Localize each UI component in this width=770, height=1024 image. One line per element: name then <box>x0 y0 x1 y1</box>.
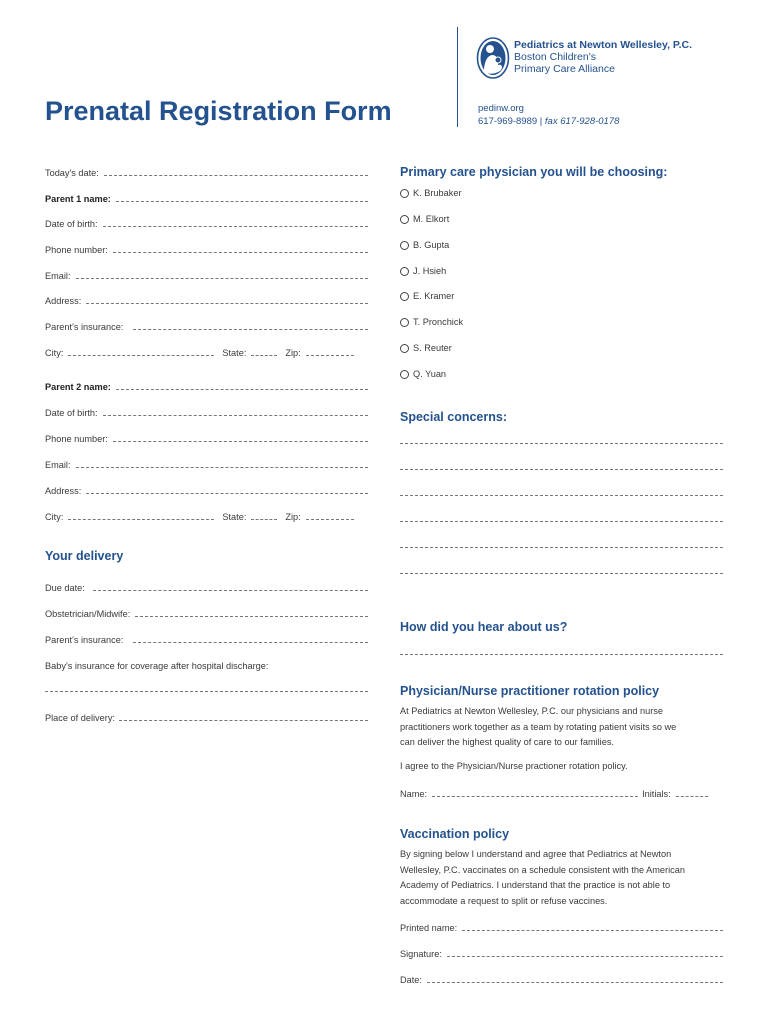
due-date-field[interactable]: Due date: <box>45 580 368 593</box>
special-concerns-line[interactable] <box>400 443 723 444</box>
parent2-dob-field[interactable]: Date of birth: <box>45 405 368 418</box>
physician-option[interactable]: M. Elkort <box>400 214 449 224</box>
logo-name: Pediatrics at Newton Wellesley, P.C. <box>514 39 692 51</box>
parent1-address-field[interactable]: Address: <box>45 293 368 306</box>
fax: fax 617-928-0178 <box>544 116 620 127</box>
phone: 617-969-8989 | <box>478 116 543 127</box>
physician-option[interactable]: T. Pronchick <box>400 317 463 327</box>
state-label: State: <box>222 348 247 358</box>
parent1-phone-field[interactable]: Phone number: <box>45 242 368 255</box>
contact-info <box>478 102 619 128</box>
babys-insurance-line[interactable] <box>45 691 368 692</box>
physician-option[interactable]: J. Hsieh <box>400 266 446 276</box>
physician-option[interactable]: E. Kramer <box>400 291 454 301</box>
parent1-dob-field[interactable]: Date of birth: <box>45 216 368 229</box>
special-concerns-line[interactable] <box>400 521 723 522</box>
name-label: Name: <box>400 789 428 799</box>
place-of-delivery-field[interactable]: Place of delivery: <box>45 710 368 723</box>
parent2-name-field[interactable]: Parent 2 name: <box>45 379 368 392</box>
radio-icon[interactable] <box>400 267 409 276</box>
logo-subtitle-1: Boston Children's <box>514 51 596 63</box>
radio-icon[interactable] <box>400 370 409 379</box>
babys-insurance-label: Baby's insurance for coverage after hospital discharge: <box>45 661 269 671</box>
city-label: City: <box>45 512 64 522</box>
radio-icon[interactable] <box>400 344 409 353</box>
physician-option[interactable]: S. Reuter <box>400 343 452 353</box>
vaccination-policy-heading: Vaccination policy <box>400 827 510 841</box>
state-label: State: <box>222 512 247 522</box>
page-title: Prenatal Registration Form <box>45 96 392 126</box>
parent2-email-field[interactable]: Email: <box>45 457 368 470</box>
vaccination-policy-text: By signing below I understand and agree that Pediatrics at Newton Wellesley, P.C. vaccinates on a schedule consistent with the American Academy of Pediatrics. I understand that the practice is not able to accommodate a request to split or refuse vaccines. <box>400 849 685 906</box>
radio-icon[interactable] <box>400 241 409 250</box>
hear-about-heading: How did you hear about us? <box>400 620 568 634</box>
physician-option[interactable]: B. Gupta <box>400 240 449 250</box>
special-concerns-line[interactable] <box>400 495 723 496</box>
logo-subtitle-2: Primary Care Alliance <box>514 63 615 75</box>
city-label: City: <box>45 348 64 358</box>
special-concerns-line[interactable] <box>400 573 723 574</box>
printed-name-field[interactable]: Printed name: <box>400 920 723 933</box>
parent2-phone-field[interactable]: Phone number: <box>45 431 368 444</box>
delivery-heading: Your delivery <box>45 549 124 563</box>
obstetrician-field[interactable]: Obstetrician/Midwife: <box>45 606 368 619</box>
initials-label: Initials: <box>642 789 671 799</box>
zip-label: Zip: <box>285 512 301 522</box>
special-concerns-line[interactable] <box>400 547 723 548</box>
todays-date-field[interactable]: Today's date: <box>45 165 368 178</box>
physician-heading: Primary care physician you will be choosing: <box>400 165 668 179</box>
physician-option[interactable]: K. Brubaker <box>400 188 462 198</box>
rotation-policy-heading: Physician/Nurse practitioner rotation policy <box>400 684 660 698</box>
radio-icon[interactable] <box>400 189 409 198</box>
rotation-agree-text: I agree to the Physician/Nurse practioner rotation policy. <box>400 761 628 771</box>
rotation-signoff-row[interactable] <box>400 786 708 799</box>
parent2-city-row[interactable] <box>45 509 354 522</box>
radio-icon[interactable] <box>400 292 409 301</box>
delivery-insurance-field[interactable]: Parent's insurance: <box>45 632 368 645</box>
radio-icon[interactable] <box>400 215 409 224</box>
radio-icon[interactable] <box>400 318 409 327</box>
header-divider <box>457 27 458 127</box>
date-field[interactable]: Date: <box>400 972 723 985</box>
logo-icon <box>476 36 510 85</box>
parent1-name-field[interactable]: Parent 1 name: <box>45 191 368 204</box>
zip-label: Zip: <box>285 348 301 358</box>
parent1-email-field[interactable]: Email: <box>45 268 368 281</box>
parent1-insurance-field[interactable]: Parent's insurance: <box>45 319 368 332</box>
website: pedinw.org <box>478 103 524 114</box>
special-concerns-line[interactable] <box>400 469 723 470</box>
special-concerns-heading: Special concerns: <box>400 410 507 424</box>
hear-about-line[interactable] <box>400 654 723 655</box>
signature-field[interactable]: Signature: <box>400 946 723 959</box>
physician-option[interactable]: Q. Yuan <box>400 369 446 379</box>
parent1-city-row[interactable] <box>45 345 354 358</box>
rotation-policy-text: At Pediatrics at Newton Wellesley, P.C. our physicians and nurse practitioners work together as a team by rotating patient visits so we can deliver the highest quality of care to our families. <box>400 706 677 747</box>
logo-text <box>514 39 692 75</box>
parent2-address-field[interactable]: Address: <box>45 483 368 496</box>
